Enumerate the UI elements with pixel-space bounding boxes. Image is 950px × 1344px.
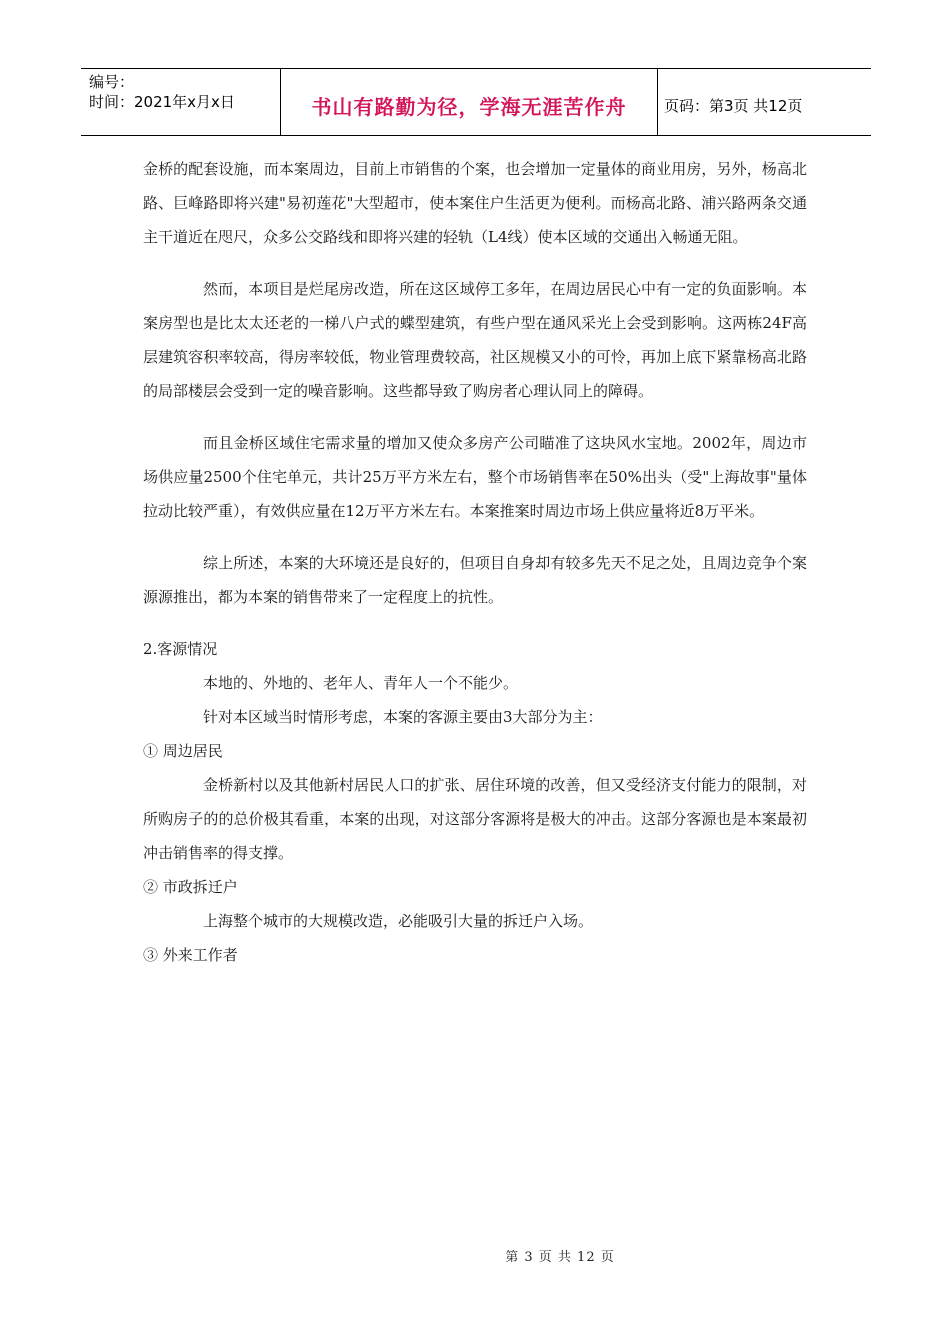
header-page-info: 页码：第3页 共12页	[664, 96, 803, 115]
header-motto-cell	[281, 69, 658, 135]
list-item-title-3: ③ 外来工作者	[143, 946, 238, 964]
section-heading-customer-sources: 2.客源情况	[143, 640, 218, 658]
list-item-title-1: ① 周边居民	[143, 742, 223, 760]
paragraph-1: 金桥的配套设施，而本案周边，目前上市销售的个案，也会增加一定量体的商业用房，另外，杨高北路、巨峰路即将兴建"易初莲花"大型超市，使本案住户生活更为便利。而杨高北路、浦兴路两条交通主干道近在咫尺，众多公交路线和即将兴建的轻轨（L4线）使本区域的交通出入畅通无阻。	[143, 160, 807, 246]
paragraph-4: 综上所述，本案的大环境还是良好的，但项目自身却有较多先天不足之处，且周边竞争个案源源推出，都为本案的销售带来了一定程度上的抗性。	[143, 554, 807, 606]
paragraph-2: 然而，本项目是烂尾房改造，所在这区域停工多年，在周边居民心中有一定的负面影响。本案房型也是比太太还老的一梯八户式的蝶型建筑，有些户型在通风采光上会受到影响。这两栋24F高层建筑容积率较高，得房率较低，物业管理费较高，社区规模又小的可怜，再加上底下紧靠杨高北路的局部楼层会受到一定的噪音影响。这些都导致了购房者心理认同上的障碍。	[143, 280, 807, 400]
header-meta	[81, 69, 281, 135]
paragraph-3: 而且金桥区域住宅需求量的增加又使众多房产公司瞄准了这块风水宝地。2002年，周边市场供应量2500个住宅单元，共计25万平方米左右，整个市场销售率在50%出头（受"上海故事"量体拉动比较严重），有效供应量在12万平方米左右。本案推案时周边市场上供应量将近8万平米。	[143, 434, 807, 520]
list-item-text-2: 上海整个城市的大规模改造，必能吸引大量的拆迁户入场。	[203, 912, 594, 930]
list-item-text-1: 金桥新村以及其他新村居民人口的扩张、居住环境的改善，但又受经济支付能力的限制，对所购房子的的总价极其看重，本案的出现，对这部分客源将是极大的冲击。这部分客源也是本案最初冲击销售率的得支撑。	[143, 776, 807, 862]
list-item-title-2: ② 市政拆迁户	[143, 878, 238, 896]
document-date: 时间：2021年x月x日	[89, 93, 235, 111]
section-2-summary: 针对本区域当时情形考虑，本案的客源主要由3大部分为主：	[203, 708, 603, 726]
document-number: 编号：	[89, 73, 135, 91]
page-footer: 第 3 页 共 12 页	[505, 1250, 615, 1265]
section-2-intro: 本地的、外地的、老年人、青年人一个不能少。	[203, 674, 519, 692]
page-header	[81, 68, 871, 136]
header-motto: 书山有路勤为径，学海无涯苦作舟	[311, 94, 627, 119]
document-body	[143, 152, 807, 972]
